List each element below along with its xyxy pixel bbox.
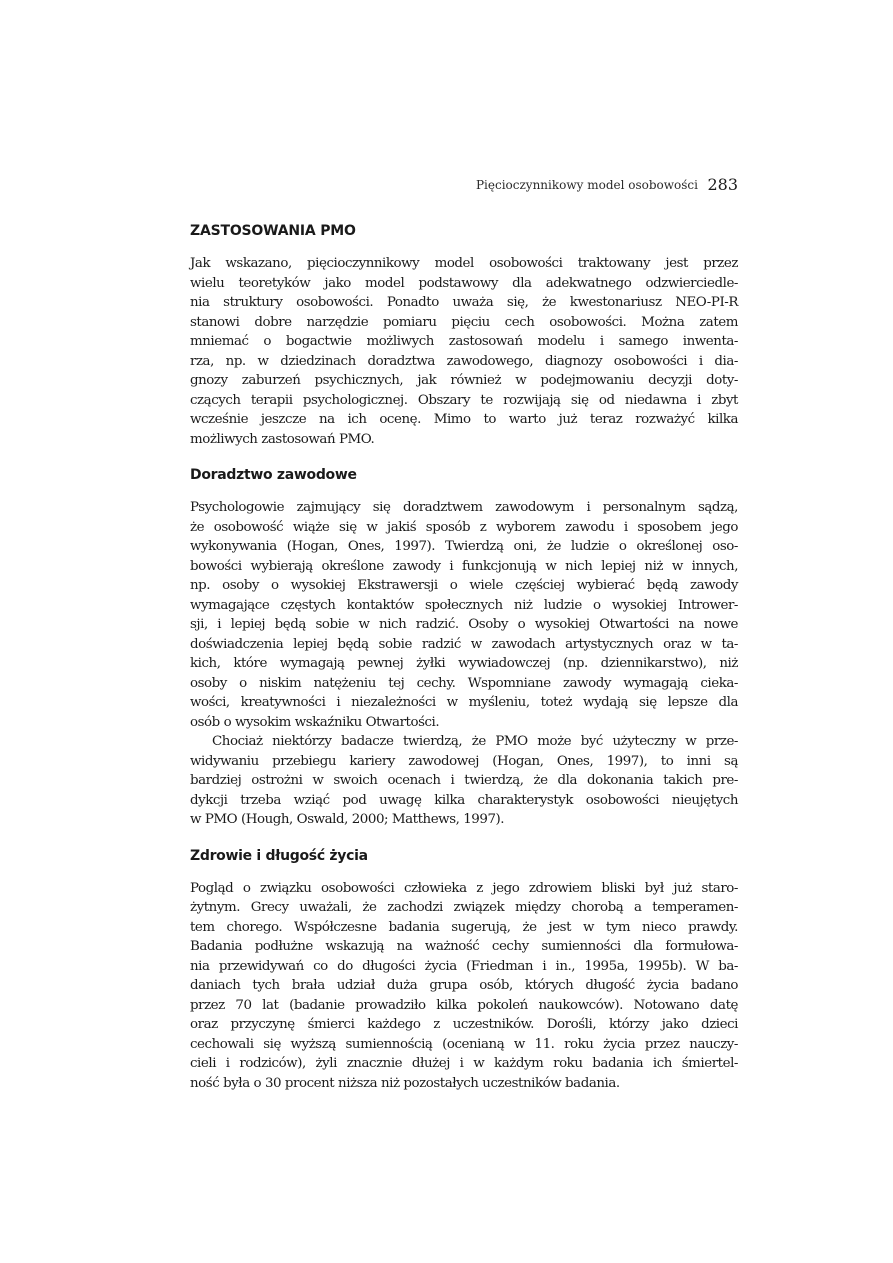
text-line: żytnym. Grecy uważali, że zachodzi związek między chorobą a temperamen-: [190, 900, 738, 915]
text-line: Psychologowie zajmujący się doradztwem zawodowym i personalnym sądzą,: [190, 500, 738, 515]
text-line: w PMO (Hough, Oswald, 2000; Matthews, 1997).: [190, 812, 505, 827]
text-line: daniach tych brała udział duża grupa osób, których długość życia badano: [190, 978, 738, 993]
text-line: np. osoby o wysokiej Ekstrawersji o wiele częściej wybierać będą zawody: [190, 578, 738, 593]
text-line: że osobowość wiąże się w jakiś sposób z wyborem zawodu i sposobem jego: [190, 519, 738, 535]
text-line: bowości wybierają określone zawody i funkcjonują w nich lepiej niż w innych,: [190, 558, 738, 574]
text-line: Chociaż niektórzy badacze twierdzą, że PMO może być użyteczny w prze-: [212, 734, 738, 749]
running-head: [190, 176, 738, 200]
text-line: nia struktury osobowości. Ponadto uważa się, że kwestonariusz NEO-PI-R: [190, 295, 738, 310]
text-line: bardziej ostrożni w swoich ocenach i twierdzą, że dla dokonania takich pre-: [190, 773, 738, 788]
text-line: nia przewidywań co do długości życia (Friedman i in., 1995a, 1995b). W ba-: [190, 958, 738, 974]
text-line: wymagające częstych kontaktów społecznych niż ludzie o wysokiej Intrower-: [190, 597, 738, 613]
paragraph: [190, 879, 738, 1094]
running-title: Pięcioczynnikowy model osobowości: [475, 178, 698, 192]
text-line: wości, kreatywności i niezależności w myśleniu, toteż wydają się lepsze dla: [190, 695, 738, 710]
text-line: widywaniu przebiegu kariery zawodowej (Hogan, Ones, 1997), to inni są: [190, 753, 738, 769]
text-line: wykonywania (Hogan, Ones, 1997). Twierdzą oni, że ludzie o określonej oso-: [190, 539, 738, 554]
page-number: 283: [707, 175, 738, 194]
section-heading: ZASTOSOWANIA PMO: [190, 223, 356, 239]
text-line: Jak wskazano, pięcioczynnikowy model osobowości traktowany jest przez: [190, 256, 738, 271]
text-line: oraz przyczynę śmierci każdego z uczestników. Dorośli, którzy jako dzieci: [190, 1017, 738, 1032]
text-line: tem chorego. Współczesne badania sugerują, że jest w tym nieco prawdy.: [190, 919, 738, 935]
text-line: osoby o niskim natężeniu tej cechy. Wspomniane zawody wymagają cieka-: [190, 675, 738, 691]
paragraph: [190, 498, 738, 732]
text-line: ność była o 30 procent niższa niż pozostałych uczestników badania.: [190, 1075, 620, 1091]
text-line: stanowi dobre narzędzie pomiaru pięciu cech osobowości. Można zatem: [190, 314, 738, 330]
text-line: gnozy zaburzeń psychicznych, jak również w podejmowaniu decyzji doty-: [190, 373, 738, 388]
paragraph: [190, 732, 738, 830]
book-page: [190, 176, 738, 1093]
text-line: osób o wysokim wskaźniku Otwartości.: [190, 714, 440, 730]
text-line: wielu teoretyków jako model podstawowy dla adekwatnego odzwierciedle-: [190, 275, 738, 291]
subsection-heading: Doradztwo zawodowe: [190, 467, 357, 483]
text-line: czących terapii psychologicznej. Obszary te rozwijają się od niedawna i zbyt: [190, 392, 738, 408]
text-line: możliwych zastosowań PMO.: [190, 431, 375, 447]
text-line: Pogląd o związku osobowości człowieka z jego zdrowiem bliski był już staro-: [190, 880, 738, 896]
text-line: Badania podłużne wskazują na ważność cechy sumienności dla formułowa-: [190, 939, 738, 954]
paragraph: [190, 254, 738, 449]
text-line: sji, i lepiej będą sobie w nich radzić. Osoby o wysokiej Otwartości na nowe: [190, 617, 738, 632]
page-content: [190, 220, 738, 1093]
text-line: dykcji trzeba wziąć pod uwagę kilka charakterystyk osobowości nieujętych: [190, 792, 738, 808]
text-line: cechowali się wyższą sumiennością (ocenianą w 11. roku życia przez nauczy-: [190, 1036, 738, 1052]
text-line: cieli i rodziców), żyli znacznie dłużej i w każdym roku badania ich śmiertel-: [190, 1056, 738, 1071]
text-line: wcześnie jeszcze na ich ocenę. Mimo to warto już teraz rozważyć kilka: [190, 412, 738, 427]
text-line: kich, które wymagają pewnej żyłki wywiadowczej (np. dziennikarstwo), niż: [190, 656, 738, 671]
text-line: rza, np. w dziedzinach doradztwa zawodowego, diagnozy osobowości i dia-: [190, 353, 738, 369]
text-line: mniemać o bogactwie możliwych zastosowań modelu i samego inwenta-: [190, 334, 738, 349]
text-line: doświadczenia lepiej będą sobie radzić w zawodach artystycznych oraz w ta-: [190, 636, 738, 652]
text-line: przez 70 lat (badanie prowadziło kilka pokoleń naukowców). Notowano datę: [190, 997, 738, 1013]
subsection-heading: Zdrowie i długość życia: [190, 847, 368, 864]
